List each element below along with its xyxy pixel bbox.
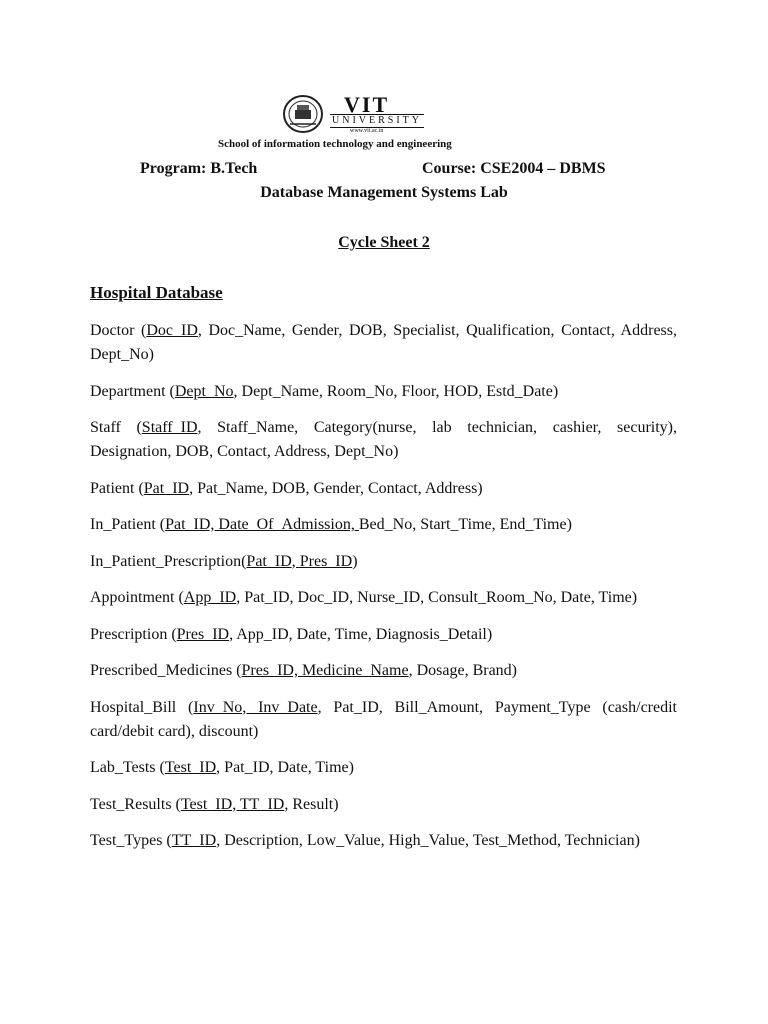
relation-attributes: , Description, Low_Value, High_Value, Test_Method, Technician) <box>216 832 640 849</box>
section-title: Hospital Database <box>90 283 223 302</box>
university-logo <box>282 92 442 136</box>
primary-key: Dept_No <box>174 382 234 400</box>
relation-attributes: Bed_No, Start_Time, End_Time) <box>358 516 572 533</box>
relation-name: Doctor ( <box>90 322 147 339</box>
relation-name: Lab_Tests ( <box>90 759 165 776</box>
relation-attributes: , App_ID, Date, Time, Diagnosis_Detail) <box>229 625 493 643</box>
primary-key: Test_ID, TT_ID <box>180 795 285 813</box>
relation-doctor <box>90 319 677 367</box>
relation-attributes: , Result) <box>284 795 339 813</box>
cycle-sheet-title <box>0 234 768 252</box>
cycle-sheet-text: Cycle Sheet 2 <box>338 234 430 251</box>
relation-test-results <box>90 793 677 817</box>
school-name: School of information technology and engineering <box>218 138 452 150</box>
relation-in-patient-prescription <box>90 550 677 574</box>
relation-name: Hospital_Bill ( <box>90 698 194 716</box>
relation-attributes: , Staff_Name, Category(nurse, lab technician, cashier, security), Designation, DOB, Contact, Address, Dept_No) <box>90 419 678 460</box>
primary-key: Staff_ID <box>141 419 198 436</box>
relation-appointment <box>90 586 677 610</box>
relation-name: Department ( <box>90 382 175 400</box>
relation-prescription <box>90 623 677 647</box>
primary-key: Pat_ID <box>143 479 190 497</box>
relation-name: Patient ( <box>90 479 144 497</box>
relation-hospital-bill <box>90 696 677 744</box>
relation-in-patient <box>90 513 677 537</box>
university-seal-icon <box>282 94 324 134</box>
relation-attributes: , Pat_ID, Bill_Amount, Payment_Type (cash/credit card/debit card), discount) <box>90 698 678 740</box>
relation-patient <box>90 477 677 501</box>
relation-attributes: , Dept_Name, Room_No, Floor, HOD, Estd_Date) <box>233 382 559 400</box>
primary-key: Pres_ID, Medicine_Name <box>241 662 409 679</box>
relation-name: Test_Results ( <box>90 795 181 813</box>
relation-attributes: , Dosage, Brand) <box>408 662 517 679</box>
relation-attributes: , Pat_ID, Date, Time) <box>216 759 354 776</box>
relation-staff <box>90 416 677 464</box>
relation-name: Staff ( <box>90 419 142 436</box>
relation-attributes: , Pat_ID, Doc_ID, Nurse_ID, Consult_Room_No, Date, Time) <box>236 589 638 606</box>
primary-key: Pres_ID <box>176 625 230 643</box>
primary-key: Pat_ID, Pres_ID <box>246 552 353 570</box>
relations-list <box>90 319 677 866</box>
lab-title: Database Management Systems Lab <box>260 184 508 201</box>
relation-test-types <box>90 829 677 853</box>
primary-key: TT_ID <box>171 832 217 849</box>
relation-attributes: ) <box>352 552 358 570</box>
logo-vit-text: VIT <box>344 92 390 117</box>
relation-name: Test_Types ( <box>90 832 172 849</box>
primary-key: Pat_ID, Date_Of_Admission, <box>165 516 359 533</box>
relation-name: In_Patient ( <box>90 516 166 533</box>
relation-attributes: , Doc_Name, Gender, DOB, Specialist, Qualification, Contact, Address, Dept_No) <box>90 322 677 363</box>
primary-key: Test_ID <box>164 759 217 776</box>
primary-key: App_ID <box>183 589 237 606</box>
logo-website-text: www.vit.ac.in <box>350 128 384 134</box>
relation-name: Prescription ( <box>90 625 177 643</box>
relation-attributes: , Pat_Name, DOB, Gender, Contact, Address) <box>189 479 483 497</box>
course-label: Course: CSE2004 – DBMS <box>422 160 606 177</box>
relation-prescribed-medicines <box>90 659 677 683</box>
relation-department <box>90 380 677 404</box>
primary-key: Inv_No, Inv_Date <box>193 698 318 716</box>
relation-name: In_Patient_Prescription( <box>90 552 247 570</box>
relation-name: Appointment ( <box>90 589 184 606</box>
program-label: Program: B.Tech <box>140 160 258 177</box>
logo-university-text: UNIVERSITY <box>332 115 422 126</box>
primary-key: Doc_ID <box>146 322 198 339</box>
relation-lab-tests <box>90 756 677 780</box>
relation-name: Prescribed_Medicines ( <box>90 662 242 679</box>
